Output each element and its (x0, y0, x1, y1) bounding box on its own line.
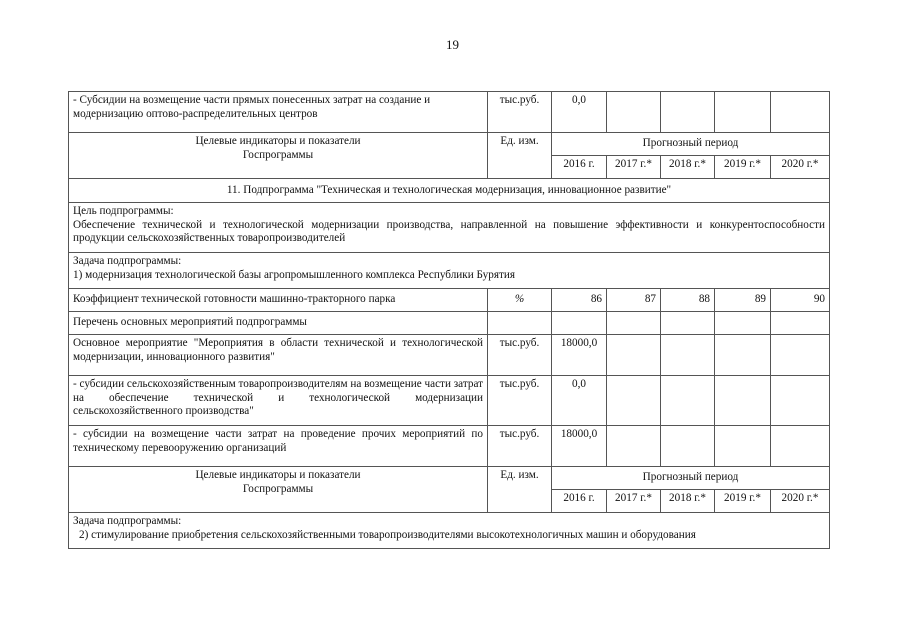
table-row (69, 203, 830, 253)
activity-main-unit: тыс.руб. (488, 335, 552, 376)
indicators-header-title (69, 133, 488, 179)
unit-header: Ед. изм. (488, 467, 552, 513)
indicator-name: Коэффициент технической готовности машинно-тракторного парка (69, 289, 488, 312)
year-cell: 2016 г. (552, 156, 607, 179)
task2-text: 2) стимулирование приобретения сельскохозяйственными товаропроизводителями высокотехнологичных машин и оборудования (79, 528, 696, 541)
empty-cell (715, 426, 771, 467)
indicator-value: 88 (661, 289, 715, 312)
task1-cell (69, 253, 830, 289)
activity-sub2-unit: тыс.руб. (488, 426, 552, 467)
empty-cell (715, 335, 771, 376)
task2-label: Задача подпрограммы: (73, 515, 182, 527)
table-row (69, 426, 830, 467)
subprogram-table (68, 91, 830, 549)
activity-sub2-value: 18000,0 (552, 426, 607, 467)
year-cell: 2019 г.* (715, 490, 771, 513)
activity-sub1-unit: тыс.руб. (488, 376, 552, 426)
empty-cell (715, 376, 771, 426)
indicators-header-row (69, 467, 830, 490)
indicators-title-line2: Госпрограммы (242, 482, 314, 495)
table-row (69, 92, 830, 133)
year-cell: 2016 г. (552, 490, 607, 513)
table-row (69, 335, 830, 376)
subprogram-title: 11. Подпрограмма "Техническая и технологическая модернизация, инновационное развитие" (69, 179, 830, 203)
empty-cell (607, 376, 661, 426)
indicator-unit: % (488, 289, 552, 312)
empty-cell (771, 376, 830, 426)
empty-cell (661, 426, 715, 467)
table-row (69, 253, 830, 289)
year-cell: 2020 г.* (771, 490, 830, 513)
year-cell: 2017 г.* (607, 490, 661, 513)
goal-text: Обеспечение технической и технологической модернизации производства, направленной на повышение эффективности и конкурентоспособности продукции сельскохозяйственных товаропроизводителей (73, 218, 825, 244)
indicators-title-line1: Целевые индикаторы и показатели (195, 469, 361, 481)
empty-cell (771, 312, 830, 335)
indicators-header-row (69, 133, 830, 156)
year-cell: 2018 г.* (661, 156, 715, 179)
empty-cell (607, 312, 661, 335)
task1-label: Задача подпрограммы: (73, 255, 182, 267)
row-subsidy-centers-value: 0,0 (552, 92, 607, 133)
empty-cell (552, 312, 607, 335)
empty-cell (607, 426, 661, 467)
year-cell: 2017 г.* (607, 156, 661, 179)
empty-cell (488, 312, 552, 335)
period-header: Прогнозный период (552, 467, 830, 490)
indicators-title-line2: Госпрограммы (242, 148, 314, 161)
indicator-value: 89 (715, 289, 771, 312)
indicator-value: 90 (771, 289, 830, 312)
goal-label: Цель подпрограммы: (73, 205, 174, 217)
row-subsidy-centers-unit: тыс.руб. (488, 92, 552, 133)
indicators-title-line1: Целевые индикаторы и показатели (195, 135, 361, 147)
empty-cell (771, 335, 830, 376)
activities-header: Перечень основных мероприятий подпрограммы (69, 312, 488, 335)
indicator-row (69, 289, 830, 312)
empty-cell (607, 335, 661, 376)
table-row (69, 312, 830, 335)
unit-header: Ед. изм. (488, 133, 552, 179)
empty-cell (771, 426, 830, 467)
activity-main-value: 18000,0 (552, 335, 607, 376)
indicator-value: 87 (607, 289, 661, 312)
empty-cell (771, 92, 830, 133)
empty-cell (661, 376, 715, 426)
activity-sub1-text: - субсидии сельскохозяйственным товаропроизводителям на возмещение части затрат на обеспечение технической и технологической модернизации сельскохозяйственного производства" (69, 376, 488, 426)
indicator-value: 86 (552, 289, 607, 312)
activity-main-text: Основное мероприятие "Мероприятия в области технической и технологической модернизации, инновационного развития" (69, 335, 488, 376)
row-subsidy-centers-text: - Субсидии на возмещение части прямых понесенных затрат на создание и модернизацию оптово-распределительных центров (69, 92, 488, 133)
empty-cell (661, 92, 715, 133)
table-row (69, 513, 830, 549)
goal-cell (69, 203, 830, 253)
empty-cell (607, 92, 661, 133)
task1-text: 1) модернизация технологической базы агропромышленного комплекса Республики Бурятия (73, 268, 515, 281)
activity-sub2-text: - субсидии на возмещение части затрат на проведение прочих мероприятий по техническому перевооружению организаций (69, 426, 488, 467)
empty-cell (715, 92, 771, 133)
empty-cell (661, 335, 715, 376)
year-cell: 2020 г.* (771, 156, 830, 179)
page-number: 19 (446, 37, 459, 52)
indicators-header-title (69, 467, 488, 513)
year-cell: 2019 г.* (715, 156, 771, 179)
period-header: Прогнозный период (552, 133, 830, 156)
year-cell: 2018 г.* (661, 490, 715, 513)
activity-sub1-value: 0,0 (552, 376, 607, 426)
task2-cell (69, 513, 830, 549)
empty-cell (715, 312, 771, 335)
empty-cell (661, 312, 715, 335)
table-row (69, 179, 830, 203)
table-row (69, 376, 830, 426)
